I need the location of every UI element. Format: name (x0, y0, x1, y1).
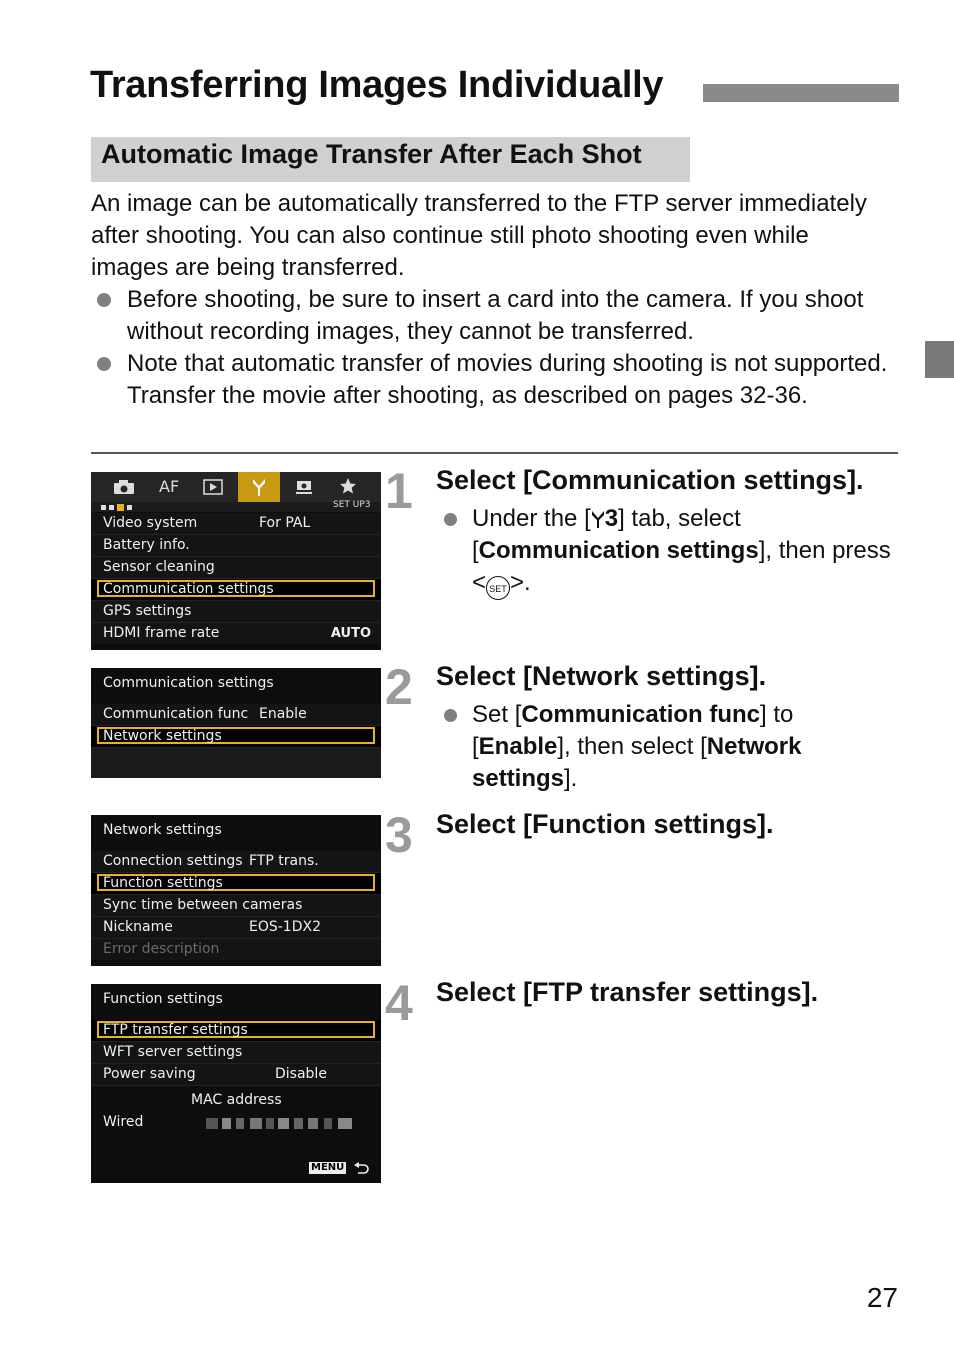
menu-row-label: Error description (103, 941, 220, 957)
bullet-dot-icon (97, 293, 111, 307)
menu-row-value: EOS-1DX2 (249, 919, 321, 935)
menu-row-label: Communication func (103, 706, 249, 722)
instruction-bold: Communication settings (478, 537, 759, 564)
step-title: Select [Communication settings]. (436, 465, 864, 495)
title-decoration-bar (703, 84, 899, 102)
camera-screen-network-settings (91, 815, 381, 966)
menu-row-video-system[interactable] (91, 513, 381, 535)
camera-screen-setup-menu (91, 472, 381, 650)
chapter-side-tab (925, 341, 954, 378)
step-title: Select [Function settings]. (436, 809, 774, 839)
menu-row-label: Nickname (103, 919, 173, 935)
instruction-text: ], then press < (472, 537, 891, 596)
page-dot-active (117, 504, 124, 511)
play-icon (203, 479, 223, 495)
menu-row-label: FTP transfer settings (103, 1022, 248, 1038)
menu-row-label: Sync time between cameras (103, 897, 303, 913)
step-number: 1 (385, 463, 413, 519)
step-number: 4 (385, 975, 413, 1031)
screen-header: Communication settings (103, 675, 274, 691)
page-indicator-bar (91, 502, 381, 512)
custom-icon (294, 478, 314, 496)
blurred-mac-address-icon (206, 1117, 354, 1130)
step-title: Select [Network settings]. (436, 661, 767, 691)
menu-row-label: Function settings (103, 875, 223, 891)
menu-row-label: Battery info. (103, 537, 190, 553)
menu-row-label: WFT server settings (103, 1044, 243, 1060)
screen-header: Function settings (103, 991, 223, 1007)
menu-row-label: Power saving (103, 1066, 196, 1082)
instruction-text: Under the [ (472, 505, 591, 532)
page-dot (109, 505, 114, 510)
page-dot (101, 505, 106, 510)
page-indicator-label: SET UP3 (333, 500, 371, 510)
menu-row-label: Communication settings (103, 581, 274, 597)
tab-af: AF (159, 477, 180, 496)
menu-row-label: Video system (103, 515, 198, 531)
menu-row-value: AUTO (330, 626, 371, 641)
menu-row-value: FTP trans. (249, 853, 319, 869)
tab-number: 3 (604, 505, 619, 532)
note-bullet (127, 348, 907, 412)
bullet-dot-icon (444, 513, 457, 526)
mac-address-label: MAC address (191, 1092, 282, 1108)
menu-row-nickname[interactable] (91, 917, 381, 939)
instruction-bold: Enable (478, 733, 558, 760)
instruction-bold: Communication func (521, 701, 761, 728)
camera-screen-function-settings (91, 984, 381, 1183)
step-number: 3 (385, 807, 413, 863)
menu-row-sensor-cleaning[interactable] (91, 557, 381, 579)
menu-row-error-description (91, 939, 381, 960)
camera-icon (113, 479, 135, 495)
set-button-icon: SET (486, 576, 510, 600)
page-number: 27 (866, 1282, 898, 1313)
menu-row-label: Sensor cleaning (103, 559, 215, 575)
step-instruction (472, 699, 892, 795)
menu-tab-bar (91, 472, 381, 502)
menu-row-sync-time[interactable] (91, 895, 381, 917)
instruction-text: ] to [ (472, 701, 794, 760)
menu-row-power-saving[interactable] (91, 1064, 381, 1086)
menu-row-label: Network settings (103, 728, 222, 744)
wrench-icon (250, 477, 268, 497)
menu-row-value: Disable (275, 1066, 327, 1082)
instruction-text: ] tab, select [ (472, 505, 741, 564)
menu-row-battery-info[interactable] (91, 535, 381, 557)
divider (91, 452, 898, 454)
instruction-text: ]. (564, 765, 578, 792)
camera-screen-communication-settings (91, 668, 381, 778)
screen-header: Network settings (103, 822, 222, 838)
note-text: Before shooting, be sure to insert a card into the camera. If you shoot without recording images, they cannot be transferred. (127, 286, 864, 345)
instruction-text: Set [ (472, 701, 522, 728)
menu-row-communication-func[interactable] (91, 704, 381, 726)
page-title: Transferring Images Individually (90, 64, 664, 106)
star-icon (339, 477, 357, 495)
return-arrow-icon (353, 1162, 369, 1175)
menu-row-ftp-transfer-settings[interactable] (91, 1020, 381, 1042)
step-number: 2 (385, 659, 413, 715)
menu-row-connection-settings[interactable] (91, 851, 381, 873)
menu-button-icon[interactable]: MENU (311, 1162, 345, 1173)
page-dot (127, 505, 132, 510)
menu-row-gps-settings[interactable] (91, 601, 381, 623)
note-bullet (127, 284, 907, 348)
note-text: Note that automatic transfer of movies during shooting is not supported. Transfer the movie after shooting, as described on pages 32-36. (127, 350, 888, 409)
menu-row-network-settings[interactable] (91, 726, 381, 748)
menu-row-label: GPS settings (103, 603, 192, 619)
menu-row-value: Enable (259, 706, 307, 722)
menu-row-value: For PAL (259, 515, 311, 531)
step-title: Select [FTP transfer settings]. (436, 977, 819, 1007)
menu-row-hdmi-frame-rate[interactable] (91, 623, 381, 644)
instruction-text: >. (510, 569, 531, 596)
wrench-icon (591, 509, 605, 529)
instruction-text: ], then select [ (557, 733, 707, 760)
bullet-dot-icon (97, 357, 111, 371)
menu-row-empty (91, 748, 381, 778)
step-instruction (472, 503, 892, 600)
instruction-bold: Network settings (472, 733, 802, 792)
section-heading: Automatic Image Transfer After Each Shot (101, 139, 642, 169)
tab-setup-active (238, 472, 280, 502)
bullet-dot-icon (444, 709, 457, 722)
wired-label: Wired (103, 1114, 144, 1130)
menu-row-communication-settings[interactable] (91, 579, 381, 601)
menu-row-function-settings[interactable] (91, 873, 381, 895)
menu-row-label: HDMI frame rate (103, 625, 220, 641)
intro-paragraph: An image can be automatically transferred to the FTP server immediately after shooting. You can also continue still photo shooting even while images are being transferred. (91, 190, 867, 281)
menu-row-label: Connection settings (103, 853, 243, 869)
menu-row-wft-server-settings[interactable] (91, 1042, 381, 1064)
